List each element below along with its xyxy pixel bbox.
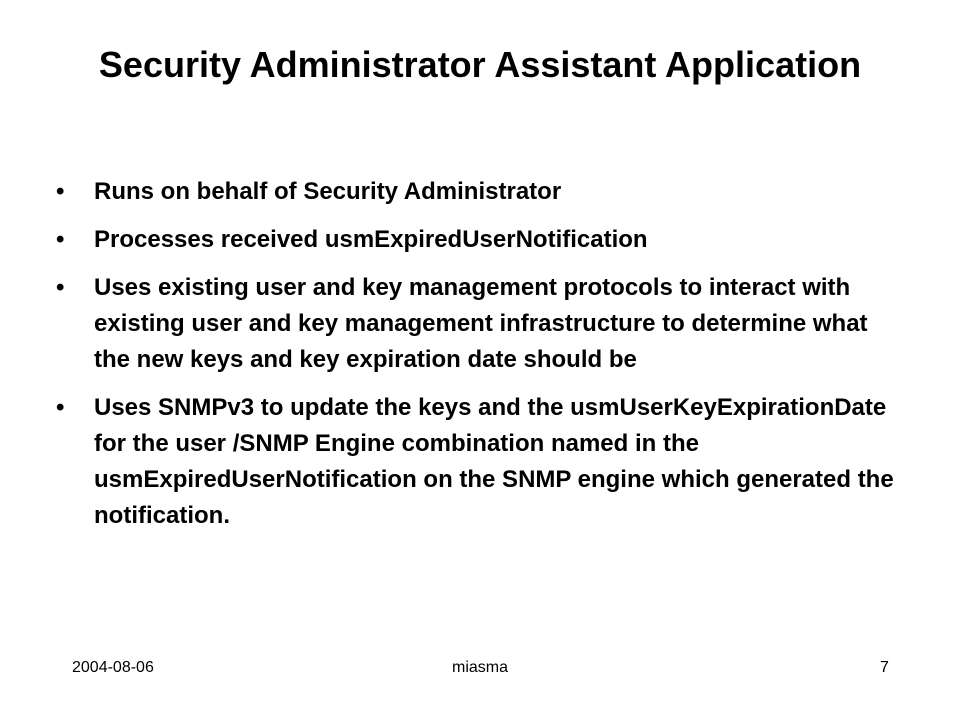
bullet-icon: • — [56, 394, 65, 421]
footer-date: 2004-08-06 — [72, 659, 154, 676]
bullet-icon: • — [56, 274, 65, 301]
footer-center-text: miasma — [451, 659, 508, 676]
bullet-icon: • — [56, 226, 65, 253]
bullet-item-uses-existing-protocols — [56, 270, 906, 378]
bullet-text: Uses SNMPv3 to update the keys and the usmUserKeyExpirationDate for the user /SNMP Engine combination named in the usmExpiredUserNotification on the SNMP engine which generated the notification. — [94, 394, 894, 529]
bullet-list — [56, 174, 906, 546]
bullet-text: Runs on behalf of Security Administrator — [94, 178, 562, 205]
bullet-text: Uses existing user and key management protocols to interact with existing user and key management infrastructure to determine what the new keys and key expiration date should be — [94, 274, 868, 373]
bullet-item-uses-snmpv3 — [56, 390, 906, 534]
page-number: 7 — [880, 659, 889, 676]
bullet-item-processes-notification — [56, 222, 906, 258]
bullet-text: Processes received usmExpiredUserNotification — [94, 226, 648, 253]
slide-title: Security Administrator Assistant Application — [98, 44, 862, 85]
bullet-item-runs-on-behalf — [56, 174, 906, 210]
bullet-icon: • — [56, 178, 65, 205]
